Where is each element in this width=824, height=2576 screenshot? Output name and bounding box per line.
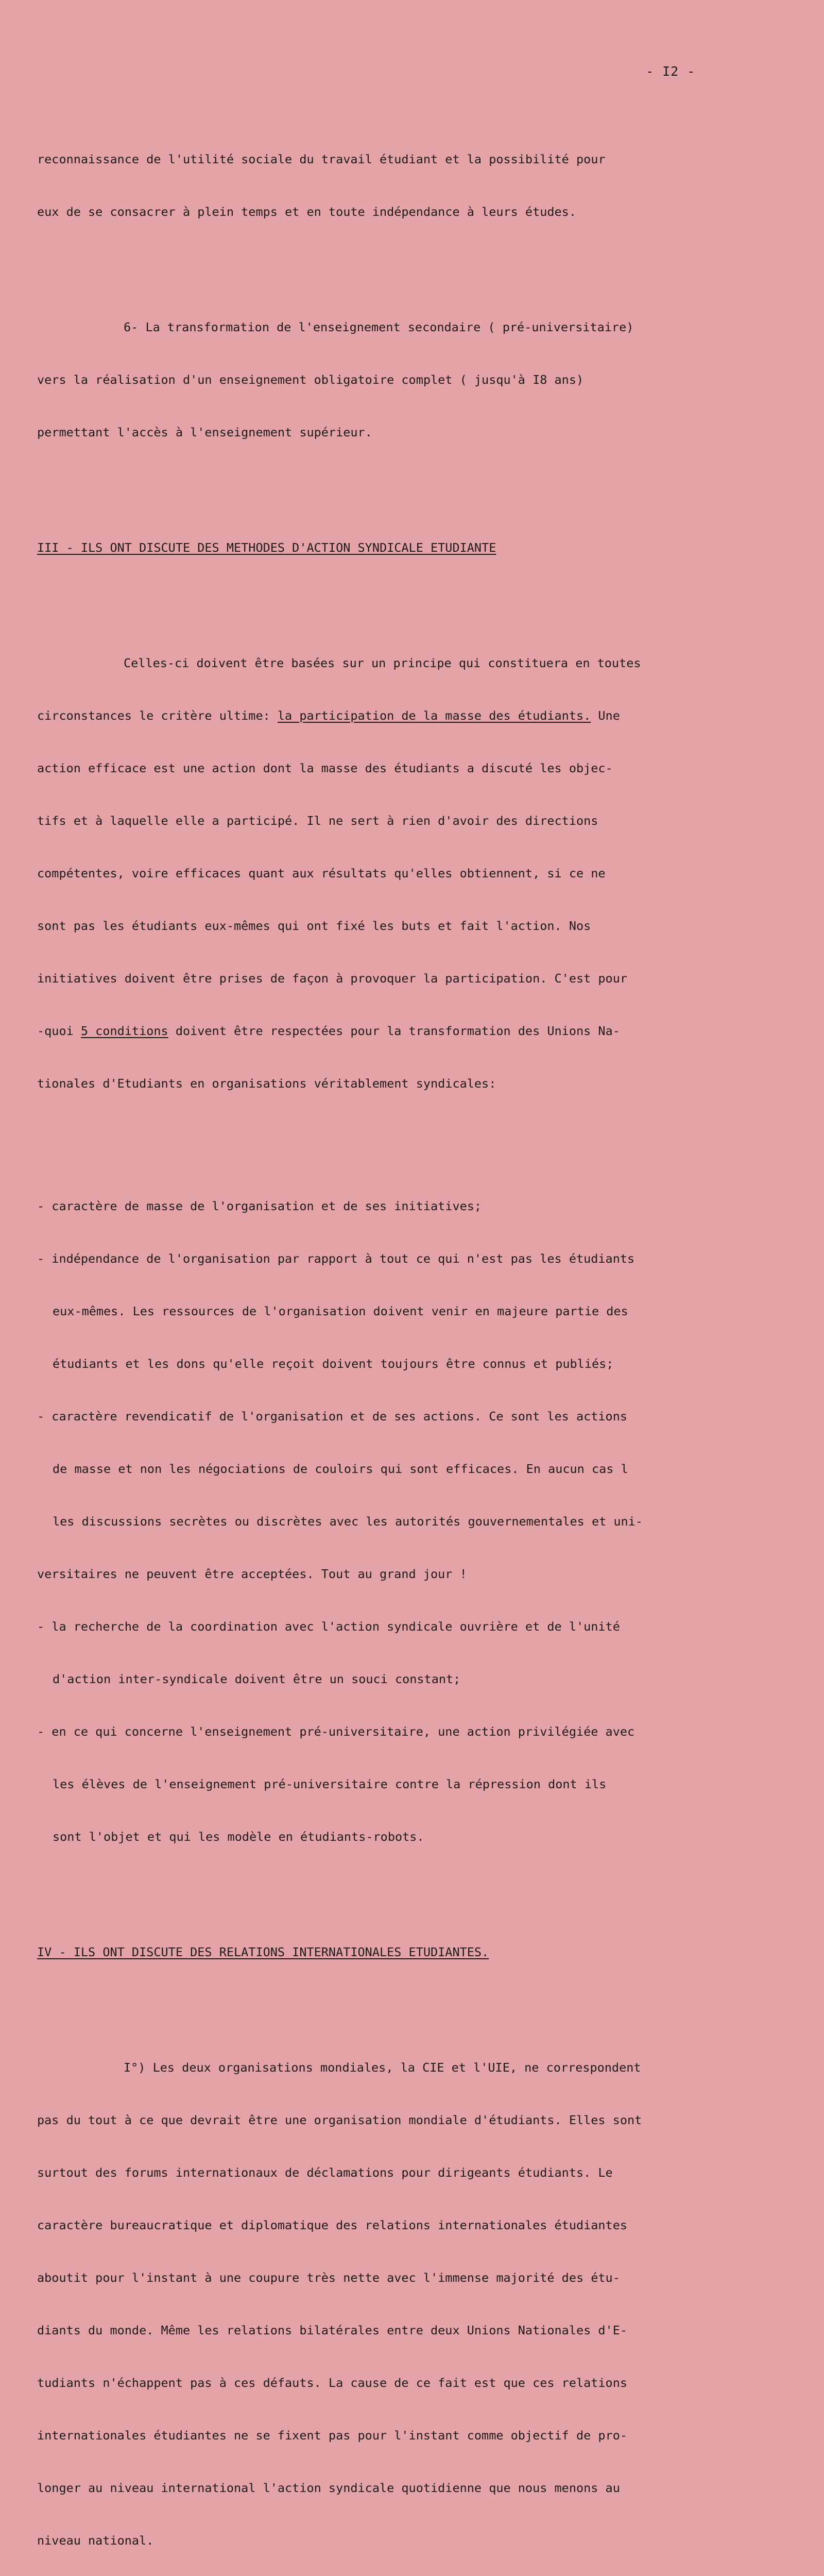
bullet-continuation: les discussions secrètes ou discrètes avec les autorités gouvernementales et uni- <box>53 1514 643 1529</box>
text-line <box>37 707 774 724</box>
bullet-continuation: versitaires ne peuvent être acceptées. Tout au grand jour ! <box>37 1567 467 1581</box>
bullet-item: - la recherche de la coordination avec l'action syndicale ouvrière et de l'unité <box>37 1619 620 1634</box>
text-line: tionales d'Etudiants en organisations véritablement syndicales: <box>37 1076 496 1091</box>
text-line: compétentes, voire efficaces quant aux résultats qu'elles obtiennent, si ce ne <box>37 866 606 880</box>
bullet-continuation: de masse et non les négociations de couloirs qui sont efficaces. En aucun cas l <box>53 1462 628 1476</box>
text-line: pas du tout à ce que devrait être une organisation mondiale d'étudiants. Elles sont <box>37 2113 642 2127</box>
text-line: Celles-ci doivent être basées sur un principe qui constituera en toutes <box>124 656 641 670</box>
section-heading-3 <box>37 539 774 556</box>
text-span: -quoi <box>37 1024 81 1038</box>
section-heading-3-text: III - ILS ONT DISCUTE DES METHODES D'ACTION SYNDICALE ETUDIANTE <box>37 540 496 555</box>
text-line: surtout des forums internationaux de déclamations pour dirigeants étudiants. Le <box>37 2165 613 2180</box>
text-line: niveau national. <box>37 2533 154 2548</box>
text-line: vers la réalisation d'un enseignement obligatoire complet ( jusqu'à I8 ans) <box>37 372 584 387</box>
bullet-item: - caractère de masse de l'organisation et de ses initiatives; <box>37 1199 482 1213</box>
text-line: 6- La transformation de l'enseignement secondaire ( pré-universitaire) <box>124 320 634 334</box>
page-number: - I2 - <box>646 64 696 79</box>
bullet-continuation: d'action inter-syndicale doivent être un souci constant; <box>53 1672 461 1686</box>
text-line <box>37 1022 774 1040</box>
text-line: initiatives doivent être prises de façon à provoquer la participation. C'est pour <box>37 971 628 986</box>
text-line: I°) Les deux organisations mondiales, la CIE et l'UIE, ne correspondent <box>124 2060 641 2075</box>
underlined-phrase: la participation de la masse des étudiants. <box>277 708 591 723</box>
text-line: permettant l'accès à l'enseignement supérieur. <box>37 425 372 439</box>
text-line: reconnaissance de l'utilité sociale du travail étudiant et la possibilité pour <box>37 152 606 166</box>
text-span: Une <box>591 708 620 723</box>
text-line: diants du monde. Même les relations bilatérales entre deux Unions Nationales d'E- <box>37 2323 628 2337</box>
section-heading-4 <box>37 1943 774 1961</box>
text-line: aboutit pour l'instant à une coupure très nette avec l'immense majorité des étu- <box>37 2270 620 2285</box>
text-line: caractère bureaucratique et diplomatique des relations internationales étudiantes <box>37 2218 628 2232</box>
text-line: sont pas les étudiants eux-mêmes qui ont fixé les buts et fait l'action. Nos <box>37 919 591 933</box>
text-line: tudiants n'échappent pas à ces défauts. La cause de ce fait est que ces relations <box>37 2376 628 2390</box>
text-span: doivent être respectées pour la transformation des Unions Na- <box>168 1024 620 1038</box>
underlined-phrase: 5 conditions <box>80 1024 168 1038</box>
bullet-continuation: étudiants et les dons qu'elle reçoit doivent toujours être connus et publiés; <box>53 1357 614 1371</box>
bullet-item: - en ce qui concerne l'enseignement pré-universitaire, une action privilégiée avec <box>37 1724 635 1739</box>
bullet-item: - caractère revendicatif de l'organisation et de ses actions. Ce sont les actions <box>37 1409 628 1423</box>
text-line: eux de se consacrer à plein temps et en toute indépendance à leurs études. <box>37 205 576 219</box>
text-line: action efficace est une action dont la masse des étudiants a discuté les objec- <box>37 761 613 775</box>
text-line: tifs et à laquelle elle a participé. Il ne sert à rien d'avoir des directions <box>37 814 598 828</box>
bullet-continuation: sont l'objet et qui les modèle en étudiants-robots. <box>53 1829 424 1844</box>
bullet-item: - indépendance de l'organisation par rapport à tout ce qui n'est pas les étudiants <box>37 1251 635 1266</box>
document-body <box>37 98 774 2576</box>
bullet-continuation: eux-mêmes. Les ressources de l'organisation doivent venir en majeure partie des <box>53 1304 628 1318</box>
text-line: longer au niveau international l'action syndicale quotidienne que nous menons au <box>37 2481 620 2495</box>
section-heading-4-text: IV - ILS ONT DISCUTE DES RELATIONS INTERNATIONALES ETUDIANTES. <box>37 1945 489 1959</box>
text-span: circonstances le critère ultime: <box>37 708 278 723</box>
text-line: internationales étudiantes ne se fixent pas pour l'instant comme objectif de pro- <box>37 2428 628 2443</box>
bullet-continuation: les élèves de l'enseignement pré-universitaire contre la répression dont ils <box>53 1777 607 1791</box>
